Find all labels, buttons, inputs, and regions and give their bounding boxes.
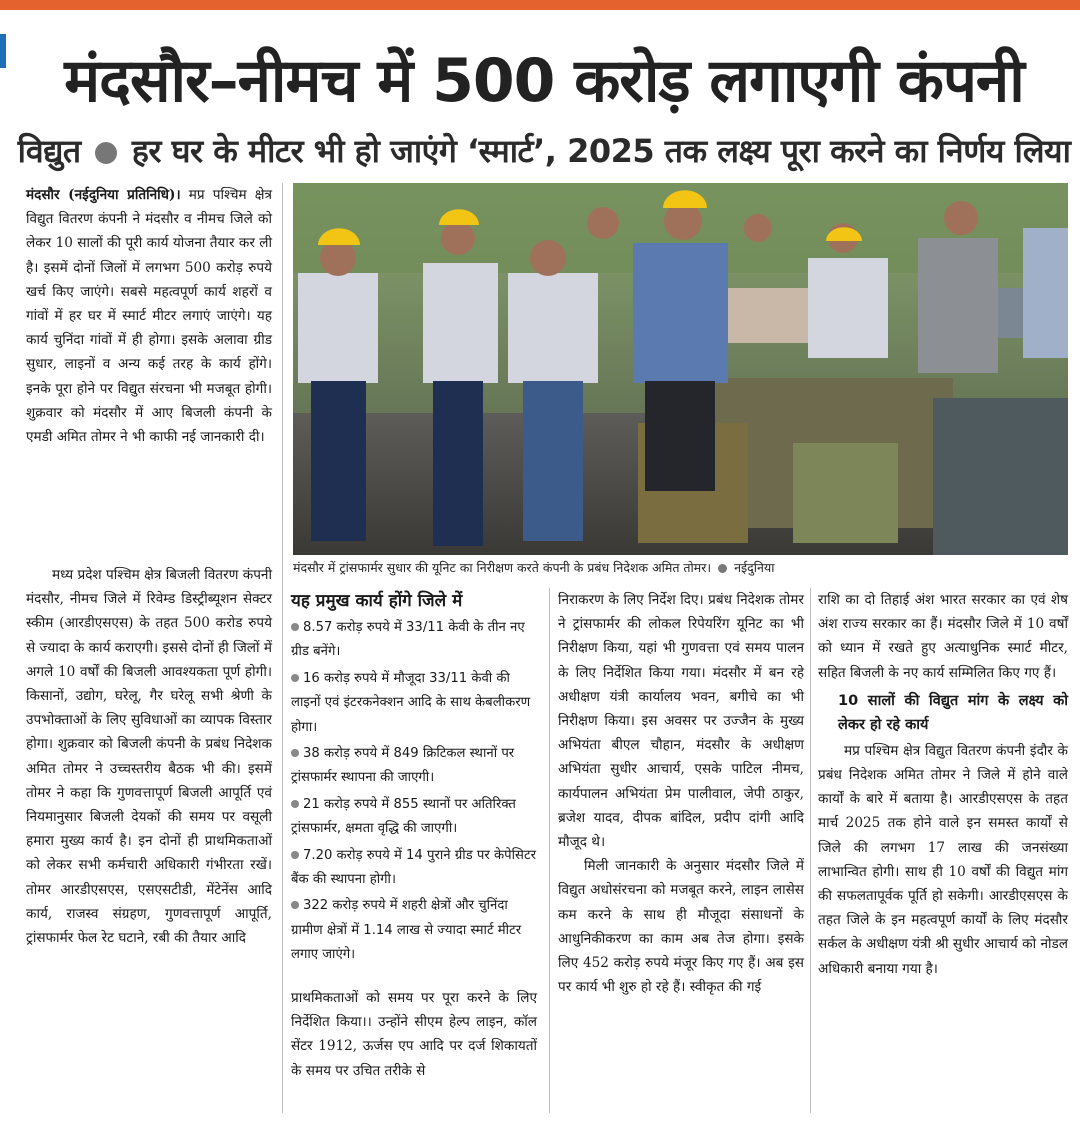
- column-divider: [282, 183, 283, 1113]
- bullet-icon: [291, 901, 299, 909]
- col3-paragraph-2: मिली जानकारी के अनुसार मंदसौर जिले में विद्युत अधोसंरचना को मजबूत करने, लाइन लासेस कम करने के साथ ही मौजूदा संसाधनों के आधुनिकीकरण का काम अब तेज होगा। इसके लिए 452 करोड़ रुपये मंजूर किए गए हैं। अब इस पर कार्य भी शुरु हो रहे हैं। स्वीकृत की गई: [558, 858, 804, 996]
- photo-caption: [293, 557, 1068, 579]
- column-2-box: [291, 588, 541, 970]
- news-photo: [293, 183, 1068, 555]
- bullet-icon: [291, 851, 299, 859]
- headline: मंदसौर–नीमच में 500 करोड़ लगाएगी कंपनी: [64, 46, 1024, 116]
- column-1-bottom: [26, 563, 272, 950]
- list-item: 322 करोड़ रुपये में शहरी क्षेत्रों और चुनिंदा ग्रामीण क्षेत्रों में 1.14 लाख से ज्यादा स्मार्ट मीटर लगाए जाएंगे।: [291, 898, 522, 963]
- col2-paragraph: प्राथमिकताओं को समय पर पूरा करने के लिए निर्देशित किया।। उन्होंने सीएम हेल्प लाइन, कॉल सेंटर 1912, ऊर्जस एप आदि पर दर्ज शिकायतों के समय पर उचित तरीके से: [291, 990, 537, 1079]
- list-item: 7.20 करोड़ रुपये में 14 पुराने ग्रीड पर केपेसिटर बैंक की स्थापना होगी।: [291, 847, 536, 888]
- caption-credit: नईदुनिया: [734, 560, 775, 575]
- bullet-icon: [291, 749, 299, 757]
- bullet-dot-icon: [95, 142, 117, 164]
- subheadline: [14, 124, 1074, 178]
- bullet-icon: [291, 800, 299, 808]
- bullet-icon: [291, 674, 299, 682]
- column-divider: [810, 588, 811, 1113]
- left-accent-bar: [0, 34, 6, 68]
- column-divider: [549, 588, 550, 1113]
- col1-paragraph-2: मध्य प्रदेश पश्चिम क्षेत्र बिजली वितरण कंपनी मंदसौर, नीमच जिले में रिवेम्ड डिस्ट्रीब्यूशन सेक्टर स्कीम (आरडीएसएस) के तहत 500 करोड रुपये से ज्यादा के कार्य कराएगी। इससे दोनों ही जिलों में अगले 10 वर्षों की बिजली आवश्यकता पूर्ण होगी। किसानों, उद्योग, घरेलू, गैर घरेलू सभी श्रेणी के उपभोक्ताओं के लिए सुविधाओं का व्यापक विस्तार होगा। शुक्रवार को बिजली कंपनी के प्रबंध निदेशक अमित तोमर ने उच्चस्तरीय बैठक भी की। इसमें तोमर ने कहा कि गुणवत्तापूर्ण बिजली आपूर्ति एवं नियमानुसार बिजली देयकों की समय पर वसूली हमारा मुख्य कार्य है। इन दोनों ही प्राथमिकताओं को लेकर सभी कर्मचारी अधिकारी गंभीरता रखें। तोमर आरडीएसएस, एसएसटीडी, मेंटेनेंस आदि कार्य, राजस्व संग्रहण, गुणवत्तापूर्ण आपूर्ति, ट्रांसफार्मर फेल रेट घटाने, रबी की तैयार आदि: [26, 567, 272, 947]
- column-3: [558, 588, 804, 999]
- subhead-kicker: विद्युत: [17, 132, 81, 170]
- subhead-text: हर घर के मीटर भी हो जाएंगे ‘स्मार्ट’, 2025 तक लक्ष्य पूरा करने का निर्णय लिया: [131, 132, 1071, 170]
- bullet-icon: [291, 623, 299, 631]
- column-2-bottom: [291, 986, 537, 1083]
- caption-text: मंदसौर में ट्रांसफार्मर सुधार की यूनिट का निरीक्षण करते कंपनी के प्रबंध निदेशक अमित तोमर।: [293, 560, 712, 575]
- list-item: 38 करोड़ रुपये में 849 क्रिटिकल स्थानों पर ट्रांसफार्मर स्थापना की जाएगी।: [291, 746, 515, 786]
- list-item: 16 करोड़ रुपये में मौजूदा 33/11 केवी की लाइनों एवं इंटरकनेक्शन आदि के साथ केबलीकरण होगा।: [291, 670, 531, 735]
- subheading: 10 सालों की विद्युत मांग के लक्ष्य को लेकर हो रहे कार्य: [838, 692, 1068, 733]
- col3-paragraph-1: निराकरण के लिए निर्देश दिए। प्रबंध निदेशक तोमर ने ट्रांसफार्मर की लोकल रिपेयरिंग यूनिट का भी निरीक्षण किया, यहां भी गुणवत्ता एवं समय पालन के लिए निर्देशित किया गया। मंदसौर में बन रहे अधीक्षण यंत्री कार्यालय भवन, बगीचे का भी निरीक्षण किया। इस अवसर पर उज्जैन के मुख्य अभियंता बीएल चौहान, मंदसौर के अधीक्षण अभियंता सुधीर आचार्य, एसके पाटिल नीमच, कार्यपालन अभियंता प्रेम पालीवाल, जेपी ठाकुर, ब्रजेश यादव, दीपक बांदिल, प्रदीप दांगी आदि मौजूद थे।: [558, 592, 804, 851]
- column-1-top: [26, 183, 272, 449]
- dateline: मंदसौर (नईदुनिया प्रतिनिधि)।: [26, 187, 181, 203]
- list-item: 8.57 करोड़ रुपये में 33/11 केवी के तीन नए ग्रीड बनेंगे।: [291, 620, 525, 660]
- bullet-dot-icon: [718, 564, 727, 573]
- box-heading: यह प्रमुख कार्य होंगे जिले में: [291, 591, 463, 611]
- top-accent-bar: [0, 0, 1080, 10]
- list-item: 21 करोड़ रुपये में 855 स्थानों पर अतिरिक्त ट्रांसफार्मर, क्षमता वृद्धि की जाएगी।: [291, 796, 516, 837]
- col1-paragraph-1: मप्र पश्चिम क्षेत्र विद्युत वितरण कंपनी ने मंदसौर व नीमच जिले को लेकर 10 सालों की पूरी कार्य योजना तैयार कर ली है। इसमें दोनों जिलों में लगभग 500 करोड़ रुपये खर्च किए जाएंगे। सबसे महत्वपूर्ण कार्य शहरों व गांवों में हर घर में स्मार्ट मीटर लगाएं जाएंगे। यह कार्य चुनिंदा गांवों में ही होगा। इसके अलावा ग्रीड सुधार, लाइनों व अन्य कई तरह के कार्य होंगे। इनके पूरा होने पर विद्युत संरचना भी मजबूत होगी। शुक्रवार को मंदसौर में आए बिजली कंपनी के एमडी अमित तोमर ने भी काफी नई जानकारी दी।: [26, 187, 272, 446]
- col4-paragraph-1: राशि का दो तिहाई अंश भारत सरकार का एवं शेष अंश राज्य सरकार का हैं। मंदसौर जिले में 10 वर्षों को ध्यान में रखते हुए अत्याधुनिक स्मार्ट मीटर, सहित बिजली के नए कार्य सम्मिलित किए गए हैं।: [818, 592, 1068, 681]
- col4-paragraph-2: मप्र पश्चिम क्षेत्र विद्युत वितरण कंपनी इंदौर के प्रबंध निदेशक अमित तोमर ने जिले में होने वाले कार्यों के बारे में बताया है। आरडीएसएस के तहत मार्च 2025 तक होने वाले इन समस्त कार्यों से जिले की लगभग 17 लाख की जनसंख्या लाभान्वित होगी। साथ ही 10 वर्षों की विद्युत मांग की सफलतापूर्वक पूर्ति हो सकेगी। आरडीएसएस के तहत जिले के इन महत्वपूर्ण कार्यों के लिए मंदसौर सर्कल के अधीक्षण यंत्री श्री सुधीर आचार्य को नोडल अधिकारी बनाया गया है।: [818, 742, 1068, 977]
- column-4: [818, 588, 1068, 981]
- photo-illustration: [293, 183, 1068, 555]
